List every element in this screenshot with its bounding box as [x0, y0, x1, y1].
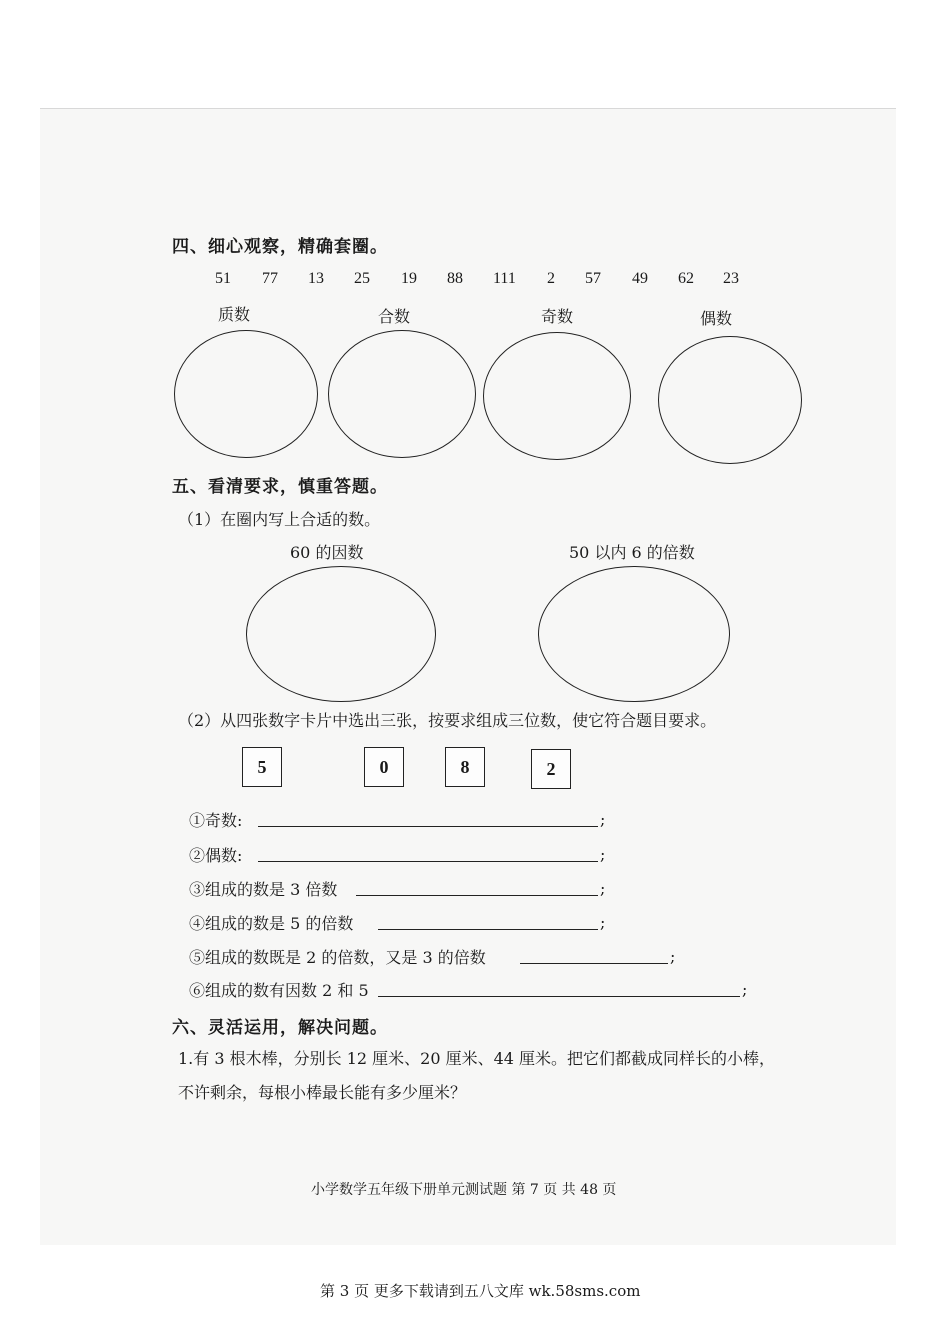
answer-line-factors-2-and-5[interactable] [378, 996, 740, 997]
category-label-prime: 质数 [218, 305, 251, 324]
number-item: 77 [262, 270, 278, 287]
number-item: 111 [493, 270, 516, 287]
answer-line-even[interactable] [258, 861, 598, 862]
blank-label-odd: ①奇数: [189, 811, 243, 830]
answer-line-multiple-5[interactable] [378, 929, 598, 930]
semicolon: ; [670, 947, 676, 966]
multiples-6-circle[interactable] [538, 566, 730, 702]
semicolon: ; [600, 879, 606, 898]
problem-1-line-1: 1.有 3 根木棒，分别长 12 厘米、20 厘米、44 厘米。把它们都截成同样长的小棒， [178, 1049, 776, 1068]
number-item: 19 [401, 270, 417, 287]
answer-line-multiple-3[interactable] [356, 895, 598, 896]
odd-circle[interactable] [483, 332, 631, 460]
download-note: 第 3 页 更多下载请到五八文库 wk.58sms.com [320, 1282, 641, 1300]
digit-card-2: 2 [531, 749, 571, 789]
blank-label-factors-2-and-5: ⑥组成的数有因数 2 和 5 [189, 981, 369, 1000]
number-item: 88 [447, 270, 463, 287]
circle-label-multiples-6: 50 以内 6 的倍数 [569, 543, 695, 562]
category-label-odd: 奇数 [541, 307, 574, 326]
section4-heading: 四、细心观察，精确套圈。 [172, 237, 388, 257]
digit-card-0: 0 [364, 747, 404, 787]
category-label-composite: 合数 [378, 307, 411, 326]
blank-label-multiple-3: ③组成的数是 3 倍数 [189, 880, 338, 899]
number-item: 57 [585, 270, 601, 287]
number-item: 25 [354, 270, 370, 287]
question-5-1: （1）在圈内写上合适的数。 [178, 510, 381, 529]
semicolon: ; [600, 845, 606, 864]
number-item: 62 [678, 270, 694, 287]
factors-60-circle[interactable] [246, 566, 436, 702]
problem-1-line-2: 不许剩余，每根小棒最长能有多少厘米？ [178, 1083, 467, 1102]
answer-line-multiple-2-and-3[interactable] [520, 963, 668, 964]
digit-card-8: 8 [445, 747, 485, 787]
prime-circle[interactable] [174, 330, 318, 458]
blank-label-multiple-5: ④组成的数是 5 的倍数 [189, 914, 354, 933]
blank-label-multiple-2-and-3: ⑤组成的数既是 2 的倍数，又是 3 的倍数 [189, 948, 486, 967]
digit-card-5: 5 [242, 747, 282, 787]
category-label-even: 偶数 [700, 309, 733, 328]
semicolon: ; [742, 980, 748, 999]
question-5-2: （2）从四张数字卡片中选出三张，按要求组成三位数，使它符合题目要求。 [178, 711, 717, 730]
scanned-page [40, 108, 896, 1245]
number-item: 51 [215, 270, 231, 287]
semicolon: ; [600, 913, 606, 932]
semicolon: ; [600, 810, 606, 829]
page-footer: 小学数学五年级下册单元测试题 第 7 页 共 48 页 [311, 1182, 617, 1198]
blank-label-even: ②偶数: [189, 846, 243, 865]
circle-label-factors-60: 60 的因数 [290, 543, 364, 562]
composite-circle[interactable] [328, 330, 476, 458]
section6-heading: 六、灵活运用，解决问题。 [172, 1018, 388, 1038]
number-item: 2 [547, 270, 555, 287]
number-item: 23 [723, 270, 739, 287]
section5-heading: 五、看清要求，慎重答题。 [172, 477, 388, 497]
answer-line-odd[interactable] [258, 826, 598, 827]
number-item: 49 [632, 270, 648, 287]
even-circle[interactable] [658, 336, 802, 464]
number-item: 13 [308, 270, 324, 287]
